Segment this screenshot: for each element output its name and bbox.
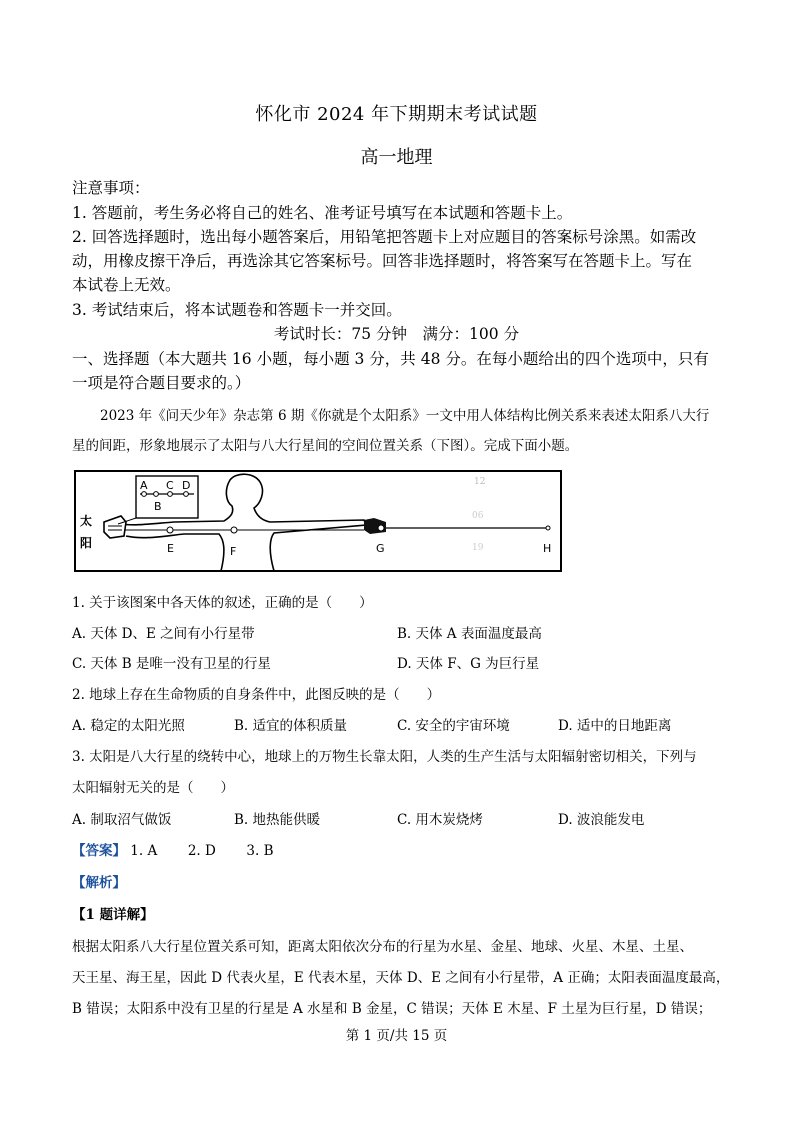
planet-c-dot bbox=[168, 492, 173, 497]
planet-b-dot bbox=[154, 492, 159, 497]
planet-label-f: F bbox=[230, 545, 237, 558]
planet-label-a: A bbox=[140, 479, 148, 492]
section-heading: 一、选择题（本大题共 16 小题，每小题 3 分，共 48 分。在每小题给出的四个选项中，只有 bbox=[72, 350, 709, 368]
planet-label-g: G bbox=[376, 542, 385, 555]
exam-info: 考试时长：75 分钟 满分：100 分 bbox=[273, 325, 520, 343]
question-3-option-c: C. 用木炭烧烤 bbox=[397, 812, 483, 828]
svg-text:19: 19 bbox=[472, 543, 484, 553]
planet-e-dot bbox=[167, 527, 173, 533]
question-2-option-c: C. 安全的宇宙环境 bbox=[397, 718, 510, 734]
planet-h-dot bbox=[546, 526, 550, 530]
question-3-stem: 3. 太阳是八大行星的绕转中心，地球上的万物生长靠太阳，人类的生产生活与太阳辐射密切相关，下列与 bbox=[72, 749, 697, 765]
question-3-stem-cont: 太阳辐射无关的是（ ） bbox=[72, 780, 234, 796]
question-3-option-d: D. 波浪能发电 bbox=[558, 812, 645, 828]
question-1-option-d: D. 天体 F、G 为巨行星 bbox=[397, 656, 540, 672]
passage-line: 2023 年《问天少年》杂志第 6 期《你就是个太阳系》一文中用人体结构比例关系来表述太阳系八大行 bbox=[100, 408, 710, 424]
question-1-stem: 1. 关于该图案中各天体的叙述，正确的是（ ） bbox=[72, 595, 373, 611]
notice-item: 动，用橡皮擦干净后，再选涂其它答案标号。回答非选择题时，将答案写在答题卡上。写在 bbox=[72, 252, 693, 270]
planet-d-dot bbox=[184, 492, 189, 497]
notice-item: 2. 回答选择题时，选出每小题答案后，用铅笔把答题卡上对应题目的答案标号涂黑。如需改 bbox=[72, 228, 697, 246]
answer-value: 2. D bbox=[187, 843, 216, 859]
notice-item: 本试卷上无效。 bbox=[72, 276, 181, 294]
planet-a-dot bbox=[142, 492, 147, 497]
passage-line: 星的间距，形象地展示了太阳与八大行星间的空间位置关系（下图）。完成下面小题。 bbox=[72, 438, 579, 454]
sun-label-top: 太 bbox=[80, 514, 93, 528]
page-footer: 第 1 页/共 15 页 bbox=[345, 1028, 448, 1044]
question-1-option-a: A. 天体 D、E 之间有小行星带 bbox=[72, 626, 255, 642]
question-2-stem: 2. 地球上存在生命物质的自身条件中，此图反映的是（ ） bbox=[72, 687, 441, 703]
svg-text:06: 06 bbox=[472, 511, 484, 521]
solar-system-body-figure bbox=[74, 470, 562, 572]
answer-tag: 【答案】 bbox=[72, 843, 126, 859]
planet-f-dot bbox=[231, 527, 237, 533]
question-3-option-a: A. 制取沼气做饭 bbox=[72, 812, 172, 828]
analysis-line: B 错误；太阳系中没有卫星的行星是 A 水星和 B 金星，C 错误；天体 E 木星、F 土星为巨行星，D 错误； bbox=[72, 1001, 712, 1017]
answer-value: 1. A bbox=[130, 843, 158, 859]
question-1-option-c: C. 天体 B 是唯一没有卫星的行星 bbox=[72, 656, 271, 672]
section-heading-cont: 一项是符合题目要求的。） bbox=[72, 374, 251, 392]
question-1-option-b: B. 天体 A 表面温度最高 bbox=[397, 626, 542, 642]
notice-heading: 注意事项： bbox=[72, 179, 150, 197]
notice-item: 1. 答题前，考生务必将自己的姓名、准考证号填写在本试题和答题卡上。 bbox=[72, 204, 573, 222]
planet-label-h: H bbox=[543, 542, 552, 555]
analysis-tag: 【解析】 bbox=[72, 875, 126, 891]
analysis-line: 天王星、海王星，因此 D 代表火星，E 代表木星，天体 D、E 之间有小行星带，A 正确；太阳表面温度最高， bbox=[72, 970, 730, 986]
question-3-option-b: B. 地热能供暖 bbox=[234, 812, 321, 828]
question-2-option-d: D. 适中的日地距离 bbox=[558, 718, 672, 734]
page-title: 怀化市 2024 年下期期末考试试题 bbox=[255, 104, 538, 125]
sun-label-bottom: 阳 bbox=[80, 536, 93, 550]
answer-row bbox=[72, 839, 274, 859]
planet-label-d: D bbox=[182, 479, 191, 492]
page-subtitle: 高一地理 bbox=[360, 147, 433, 168]
detail-tag: 【1 题详解】 bbox=[72, 907, 154, 923]
question-2-option-a: A. 稳定的太阳光照 bbox=[72, 718, 185, 734]
question-2-option-b: B. 适宜的体积质量 bbox=[234, 718, 348, 734]
analysis-line: 根据太阳系八大行星位置关系可知，距离太阳依次分布的行星为水星、金星、地球、火星、木星、土星、 bbox=[72, 939, 693, 955]
answer-value: 3. B bbox=[246, 843, 274, 859]
planet-label-c: C bbox=[166, 479, 174, 492]
planet-label-e: E bbox=[167, 542, 174, 555]
svg-text:12: 12 bbox=[474, 477, 486, 487]
notice-item: 3. 考试结束后，将本试题卷和答题卡一并交回。 bbox=[72, 301, 402, 319]
planet-label-b: B bbox=[154, 500, 162, 513]
planet-g-dot bbox=[378, 525, 384, 531]
